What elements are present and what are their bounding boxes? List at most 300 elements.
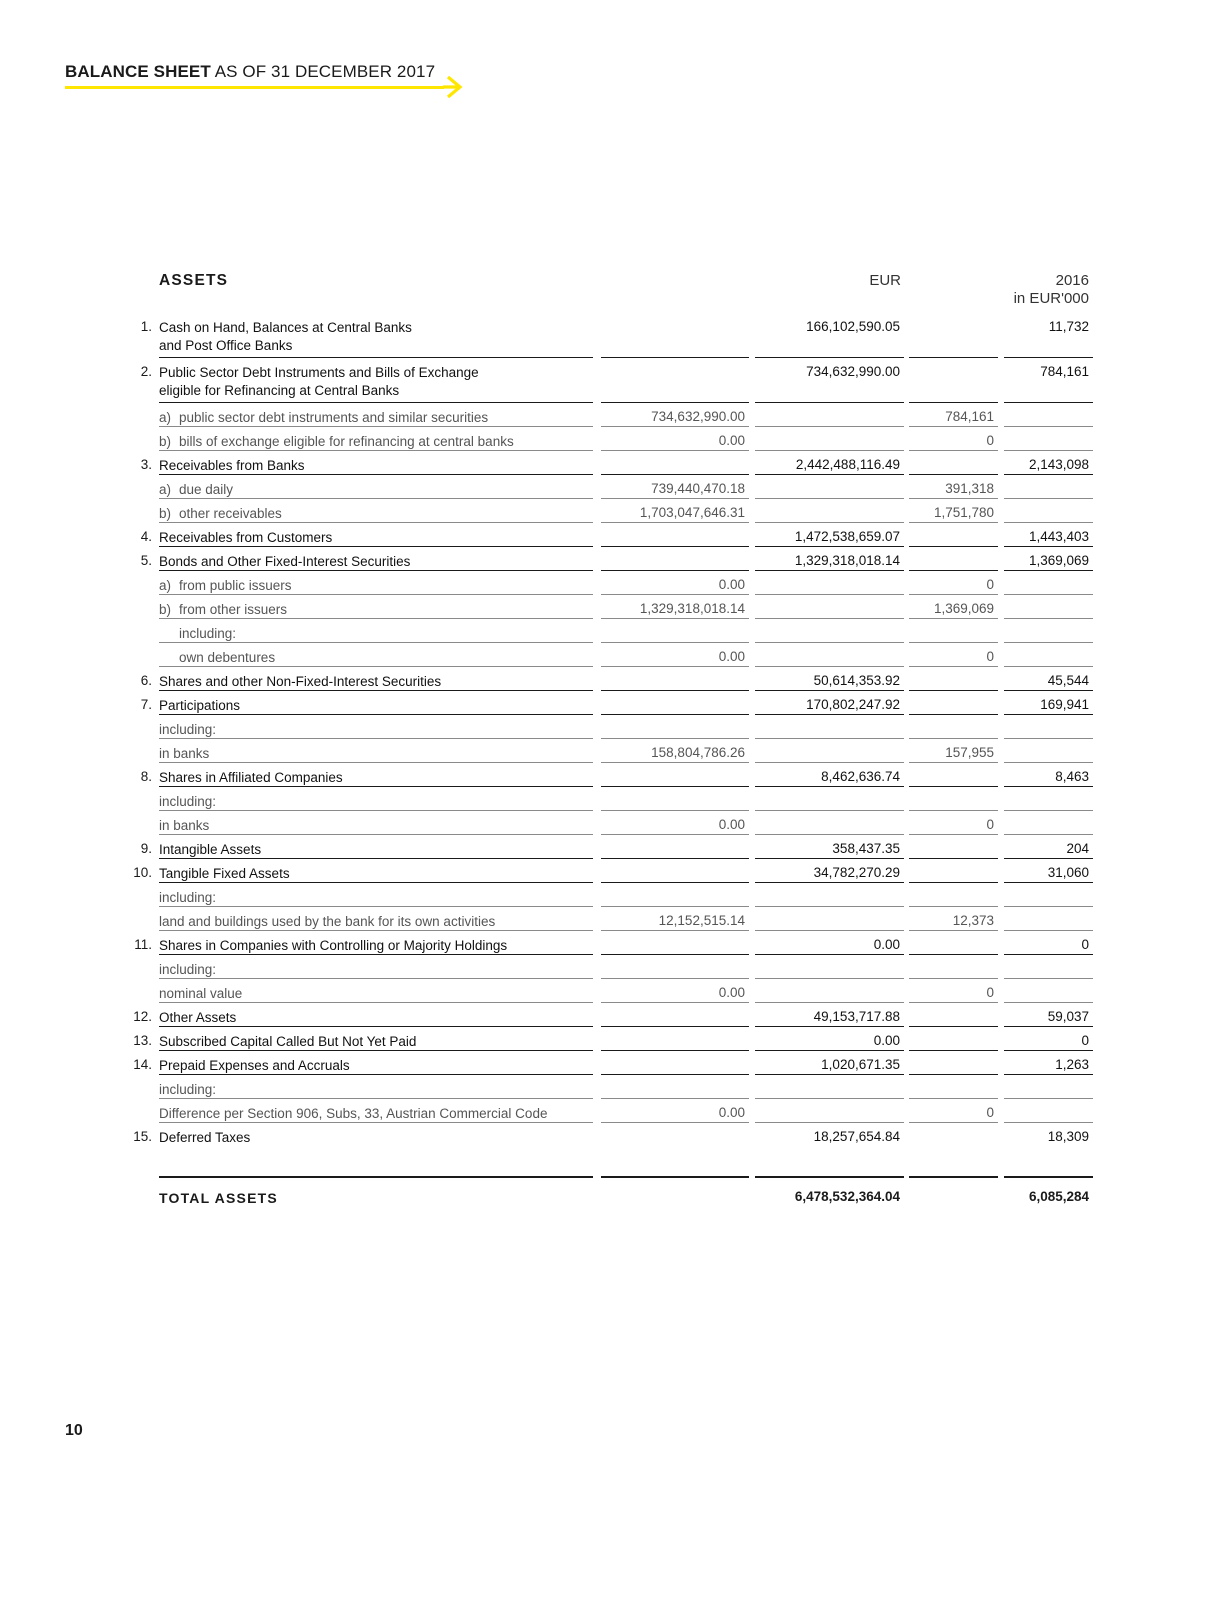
prior-year-label: 2016 [1055, 272, 1089, 289]
value-cell-c4 [1004, 886, 1093, 907]
row-label [159, 478, 593, 499]
cell-value: 1,020,671.35 [821, 1057, 900, 1072]
value-cell-c4 [1004, 910, 1093, 931]
row-label-text: Receivables from Customers [159, 530, 333, 545]
row-label-text: Shares in Companies with Controlling or Majority Holdings [159, 938, 508, 953]
column-header-prior-year [1014, 272, 1089, 308]
cell-value: 784,161 [945, 409, 994, 424]
table-row [0, 766, 1208, 790]
page-header [65, 62, 435, 82]
row-label [159, 1030, 593, 1051]
cell-value: 0 [1081, 1033, 1089, 1048]
value-cell-c2 [755, 982, 904, 1003]
cell-value: 0.00 [718, 1105, 745, 1120]
value-cell-c4 [1004, 454, 1093, 475]
column-header-eur: EUR [869, 272, 901, 289]
row-label [159, 574, 593, 595]
cell-value: 0 [986, 985, 994, 1000]
cell-value: 0 [1081, 937, 1089, 952]
value-cell-c4 [1004, 838, 1093, 859]
table-subrow [0, 790, 1208, 814]
value-cell-c3 [909, 814, 998, 835]
row-label-text: other receivables [179, 506, 282, 521]
value-cell-c1 [601, 316, 749, 358]
cell-value: 391,318 [945, 481, 994, 496]
cell-value: 12,373 [952, 913, 994, 928]
row-label [159, 1126, 593, 1157]
value-cell-c3 [909, 886, 998, 907]
value-cell-c1 [601, 526, 749, 547]
table-row [0, 862, 1208, 886]
row-label [159, 316, 593, 358]
value-cell-c2 [755, 316, 904, 358]
value-cell-c3 [909, 622, 998, 643]
row-label [159, 718, 593, 739]
right-arrow-icon [443, 74, 467, 100]
table-row [0, 670, 1208, 694]
cell-value: 49,153,717.88 [813, 1009, 900, 1024]
value-cell-c2 [755, 958, 904, 979]
value-cell-c3 [909, 406, 998, 427]
row-label [159, 814, 593, 835]
prior-unit-label: in EUR'000 [1013, 290, 1089, 307]
total-prior-value: 6,085,284 [1028, 1189, 1089, 1204]
cell-value: 0 [986, 649, 994, 664]
row-label-prefix: b) [159, 602, 172, 617]
value-cell-c4 [1004, 430, 1093, 451]
value-cell-c4 [1004, 646, 1093, 667]
value-cell-c1 [601, 406, 749, 427]
value-cell-c1 [601, 574, 749, 595]
value-cell-c1 [601, 814, 749, 835]
cell-value: 0.00 [873, 1033, 900, 1048]
value-cell-c1 [601, 910, 749, 931]
total-label: TOTAL ASSETS [159, 1176, 593, 1207]
table-subrow [0, 910, 1208, 934]
table-row [0, 550, 1208, 574]
table-row [0, 316, 1208, 361]
table-row [0, 1054, 1208, 1078]
row-label [159, 790, 593, 811]
value-cell-c3 [909, 502, 998, 523]
page-title-bold: BALANCE SHEET [65, 62, 211, 81]
value-cell-c3 [909, 454, 998, 475]
table-row [0, 694, 1208, 718]
row-number: 9. [140, 841, 152, 856]
row-label-text: Intangible Assets [159, 842, 262, 857]
row-label-text: public sector debt instruments and similar securities [179, 410, 489, 425]
page-title [65, 62, 435, 82]
row-label [159, 862, 593, 883]
value-cell-c3 [909, 838, 998, 859]
row-label [159, 526, 593, 547]
value-cell-c1 [601, 1126, 749, 1157]
cell-value: 170,802,247.92 [806, 697, 900, 712]
value-cell-c4 [1004, 718, 1093, 739]
row-label [159, 550, 593, 571]
value-cell-c4 [1004, 622, 1093, 643]
row-label [159, 694, 593, 715]
table-row [0, 838, 1208, 862]
cell-value: 1,369,069 [1028, 553, 1089, 568]
value-cell-c3 [909, 526, 998, 547]
value-cell-c3 [909, 910, 998, 931]
row-label [159, 502, 593, 523]
row-label-text: Receivables from Banks [159, 458, 305, 473]
value-cell-c2 [755, 1030, 904, 1051]
cell-value: 157,955 [945, 745, 994, 760]
value-cell-c4 [1004, 958, 1093, 979]
row-label [159, 646, 593, 667]
value-cell-c2 [755, 790, 904, 811]
value-cell-c3 [909, 670, 998, 691]
value-cell-c4 [1004, 790, 1093, 811]
value-cell-c3 [909, 1126, 998, 1157]
table-subrow [0, 982, 1208, 1006]
value-cell-c3 [909, 550, 998, 571]
value-cell-c1 [601, 361, 749, 403]
row-label-text-line2: eligible for Refinancing at Central Banks [159, 383, 400, 398]
value-cell-c2 [755, 526, 904, 547]
total-cell-prior-subtotal [909, 1176, 998, 1198]
value-cell-c1 [601, 886, 749, 907]
value-cell-c1 [601, 646, 749, 667]
value-cell-c4 [1004, 694, 1093, 715]
row-label-text: nominal value [159, 986, 243, 1001]
value-cell-c3 [909, 430, 998, 451]
table-subrow [0, 1078, 1208, 1102]
value-cell-c1 [601, 742, 749, 763]
cell-value: 0 [986, 433, 994, 448]
cell-value: 734,632,990.00 [806, 364, 900, 379]
row-label-text: including: [179, 626, 237, 641]
value-cell-c4 [1004, 814, 1093, 835]
cell-value: 8,463 [1055, 769, 1089, 784]
value-cell-c1 [601, 430, 749, 451]
value-cell-c2 [755, 1102, 904, 1123]
table-row [0, 454, 1208, 478]
row-number: 11. [134, 937, 152, 952]
value-cell-c3 [909, 934, 998, 955]
value-cell-c4 [1004, 478, 1093, 499]
value-cell-c1 [601, 982, 749, 1003]
table-subrow [0, 742, 1208, 766]
value-cell-c4 [1004, 742, 1093, 763]
value-cell-c3 [909, 742, 998, 763]
row-number: 15. [133, 1129, 152, 1144]
value-cell-c4 [1004, 862, 1093, 883]
value-cell-c4 [1004, 1006, 1093, 1027]
row-label-text: including: [159, 890, 217, 905]
cell-value: 204 [1066, 841, 1089, 856]
row-label-text: Public Sector Debt Instruments and Bills of Exchange [159, 365, 479, 380]
value-cell-c3 [909, 646, 998, 667]
table-subrow [0, 718, 1208, 742]
table-row [0, 934, 1208, 958]
value-cell-c3 [909, 1078, 998, 1099]
value-cell-c2 [755, 766, 904, 787]
cell-value: 31,060 [1047, 865, 1089, 880]
row-label-text: own debentures [179, 650, 276, 665]
table-subrow [0, 814, 1208, 838]
total-cell-subtotal [601, 1176, 749, 1198]
value-cell-c2 [755, 910, 904, 931]
value-cell-c2 [755, 838, 904, 859]
value-cell-c3 [909, 361, 998, 403]
row-label [159, 742, 593, 763]
value-cell-c4 [1004, 1126, 1093, 1157]
row-label-text: due daily [179, 482, 234, 497]
value-cell-c3 [909, 1006, 998, 1027]
row-label-text: Prepaid Expenses and Accruals [159, 1058, 350, 1073]
row-number: 5. [140, 553, 152, 568]
value-cell-c2 [755, 1126, 904, 1157]
value-cell-c1 [601, 838, 749, 859]
value-cell-c1 [601, 1030, 749, 1051]
row-label [159, 766, 593, 787]
cell-value: 1,329,318,018.14 [639, 601, 745, 616]
cell-value: 0 [986, 577, 994, 592]
value-cell-c4 [1004, 526, 1093, 547]
table-subrow [0, 958, 1208, 982]
value-cell-c1 [601, 1102, 749, 1123]
value-cell-c1 [601, 1006, 749, 1027]
value-cell-c1 [601, 694, 749, 715]
row-number: 10. [133, 865, 152, 880]
table-subrow [0, 1102, 1208, 1126]
cell-value: 1,703,047,646.31 [639, 505, 745, 520]
cell-value: 8,462,636.74 [821, 769, 900, 784]
cell-value: 358,437.35 [832, 841, 900, 856]
value-cell-c2 [755, 598, 904, 619]
value-cell-c4 [1004, 550, 1093, 571]
value-cell-c2 [755, 742, 904, 763]
value-cell-c2 [755, 502, 904, 523]
table-subrow [0, 430, 1208, 454]
cell-value: 18,309 [1047, 1129, 1089, 1144]
value-cell-c4 [1004, 598, 1093, 619]
cell-value: 1,443,403 [1028, 529, 1089, 544]
cell-value: 1,369,069 [933, 601, 994, 616]
row-label [159, 838, 593, 859]
table-header [0, 270, 1208, 316]
row-number: 13. [133, 1033, 152, 1048]
row-label [159, 454, 593, 475]
cell-value: 59,037 [1047, 1009, 1089, 1024]
row-label-text-line2: and Post Office Banks [159, 338, 293, 353]
cell-value: 1,329,318,018.14 [794, 553, 900, 568]
value-cell-c2 [755, 430, 904, 451]
value-cell-c2 [755, 670, 904, 691]
row-label-text: in banks [159, 746, 210, 761]
value-cell-c2 [755, 454, 904, 475]
row-label-text: including: [159, 1082, 217, 1097]
value-cell-c1 [601, 718, 749, 739]
total-cell-current [755, 1176, 904, 1204]
value-cell-c4 [1004, 1030, 1093, 1051]
cell-value: 169,941 [1040, 697, 1089, 712]
page-number: 10 [65, 1422, 83, 1439]
title-underline [65, 86, 444, 89]
row-label-prefix: a) [159, 482, 172, 497]
value-cell-c4 [1004, 1054, 1093, 1075]
value-cell-c4 [1004, 361, 1093, 403]
value-cell-c2 [755, 622, 904, 643]
value-cell-c1 [601, 790, 749, 811]
row-label [159, 670, 593, 691]
row-label [159, 958, 593, 979]
row-label [159, 982, 593, 1003]
cell-value: 0.00 [718, 577, 745, 592]
row-label-text: Difference per Section 906, Subs, 33, Austrian Commercial Code [159, 1106, 548, 1121]
row-label-text: in banks [159, 818, 210, 833]
cell-value: 784,161 [1040, 364, 1089, 379]
value-cell-c4 [1004, 316, 1093, 358]
value-cell-c4 [1004, 406, 1093, 427]
table-row [0, 1126, 1208, 1160]
cell-value: 0.00 [718, 985, 745, 1000]
row-label [159, 430, 593, 451]
value-cell-c4 [1004, 1102, 1093, 1123]
table-subrow [0, 574, 1208, 598]
row-label-prefix: a) [159, 410, 172, 425]
value-cell-c2 [755, 1054, 904, 1075]
row-label [159, 1054, 593, 1075]
table-row [0, 1006, 1208, 1030]
row-label [159, 1078, 593, 1099]
cell-value: 166,102,590.05 [806, 319, 900, 334]
value-cell-c1 [601, 550, 749, 571]
row-label-text: Participations [159, 698, 241, 713]
cell-value: 45,544 [1047, 673, 1089, 688]
value-cell-c3 [909, 1102, 998, 1123]
table-subrow [0, 622, 1208, 646]
row-label-text: Cash on Hand, Balances at Central Banks [159, 320, 412, 335]
value-cell-c3 [909, 598, 998, 619]
cell-value: 1,751,780 [933, 505, 994, 520]
row-label [159, 910, 593, 931]
value-cell-c4 [1004, 982, 1093, 1003]
row-label-prefix: b) [159, 506, 172, 521]
row-number: 4. [140, 529, 152, 544]
row-number: 2. [140, 364, 152, 379]
cell-value: 1,472,538,659.07 [794, 529, 900, 544]
table-row [0, 361, 1208, 406]
value-cell-c2 [755, 862, 904, 883]
value-cell-c2 [755, 406, 904, 427]
row-label-prefix: a) [159, 578, 172, 593]
value-cell-c3 [909, 574, 998, 595]
value-cell-c2 [755, 646, 904, 667]
value-cell-c3 [909, 790, 998, 811]
row-label [159, 622, 593, 643]
row-label-text: including: [159, 722, 217, 737]
value-cell-c3 [909, 478, 998, 499]
cell-value: 739,440,470.18 [651, 481, 745, 496]
table-subrow [0, 502, 1208, 526]
cell-value: 34,782,270.29 [813, 865, 900, 880]
row-label-text: from public issuers [179, 578, 292, 593]
cell-value: 0 [986, 817, 994, 832]
row-label [159, 598, 593, 619]
value-cell-c1 [601, 1054, 749, 1075]
table-subrow [0, 406, 1208, 430]
cell-value: 734,632,990.00 [651, 409, 745, 424]
row-number: 14. [133, 1057, 152, 1072]
value-cell-c4 [1004, 766, 1093, 787]
row-label-text: bills of exchange eligible for refinancing at central banks [179, 434, 514, 449]
value-cell-c3 [909, 1054, 998, 1075]
value-cell-c4 [1004, 502, 1093, 523]
row-label-text: Tangible Fixed Assets [159, 866, 290, 881]
row-label [159, 934, 593, 955]
row-label-text: Bonds and Other Fixed-Interest Securities [159, 554, 411, 569]
value-cell-c1 [601, 670, 749, 691]
value-cell-c3 [909, 316, 998, 358]
row-label [159, 361, 593, 403]
value-cell-c1 [601, 958, 749, 979]
value-cell-c1 [601, 934, 749, 955]
value-cell-c1 [601, 454, 749, 475]
value-cell-c2 [755, 934, 904, 955]
value-cell-c3 [909, 1030, 998, 1051]
row-label [159, 1102, 593, 1123]
value-cell-c2 [755, 478, 904, 499]
table-subrow [0, 886, 1208, 910]
value-cell-c3 [909, 718, 998, 739]
cell-value: 0.00 [718, 433, 745, 448]
value-cell-c1 [601, 622, 749, 643]
cell-value: 0.00 [718, 649, 745, 664]
value-cell-c4 [1004, 670, 1093, 691]
row-label-text: Shares in Affiliated Companies [159, 770, 343, 785]
cell-value: 2,143,098 [1028, 457, 1089, 472]
row-label [159, 1006, 593, 1027]
value-cell-c2 [755, 1078, 904, 1099]
table-row [0, 1030, 1208, 1054]
row-number: 12. [133, 1009, 152, 1024]
row-label-text: Shares and other Non-Fixed-Interest Securities [159, 674, 442, 689]
table-subrow [0, 478, 1208, 502]
row-label-text: including: [159, 962, 217, 977]
value-cell-c2 [755, 814, 904, 835]
total-row [0, 1176, 1208, 1218]
value-cell-c1 [601, 478, 749, 499]
value-cell-c1 [601, 598, 749, 619]
row-number: 8. [140, 769, 152, 784]
balance-sheet-table [0, 270, 1208, 1218]
row-label-prefix: b) [159, 434, 172, 449]
value-cell-c2 [755, 694, 904, 715]
cell-value: 12,152,515.14 [658, 913, 745, 928]
table-body [0, 316, 1208, 1160]
page-title-rest: AS OF 31 DECEMBER 2017 [214, 62, 436, 81]
row-label [159, 886, 593, 907]
cell-value: 0.00 [873, 937, 900, 952]
value-cell-c3 [909, 766, 998, 787]
row-label-text: Subscribed Capital Called But Not Yet Paid [159, 1034, 417, 1049]
row-number: 7. [140, 697, 152, 712]
row-number: 1. [140, 319, 152, 334]
value-cell-c1 [601, 766, 749, 787]
table-subrow [0, 598, 1208, 622]
cell-value: 2,442,488,116.49 [795, 457, 900, 472]
row-number: 3. [140, 457, 152, 472]
value-cell-c4 [1004, 1078, 1093, 1099]
value-cell-c2 [755, 361, 904, 403]
value-cell-c3 [909, 958, 998, 979]
section-heading: ASSETS [159, 272, 229, 289]
